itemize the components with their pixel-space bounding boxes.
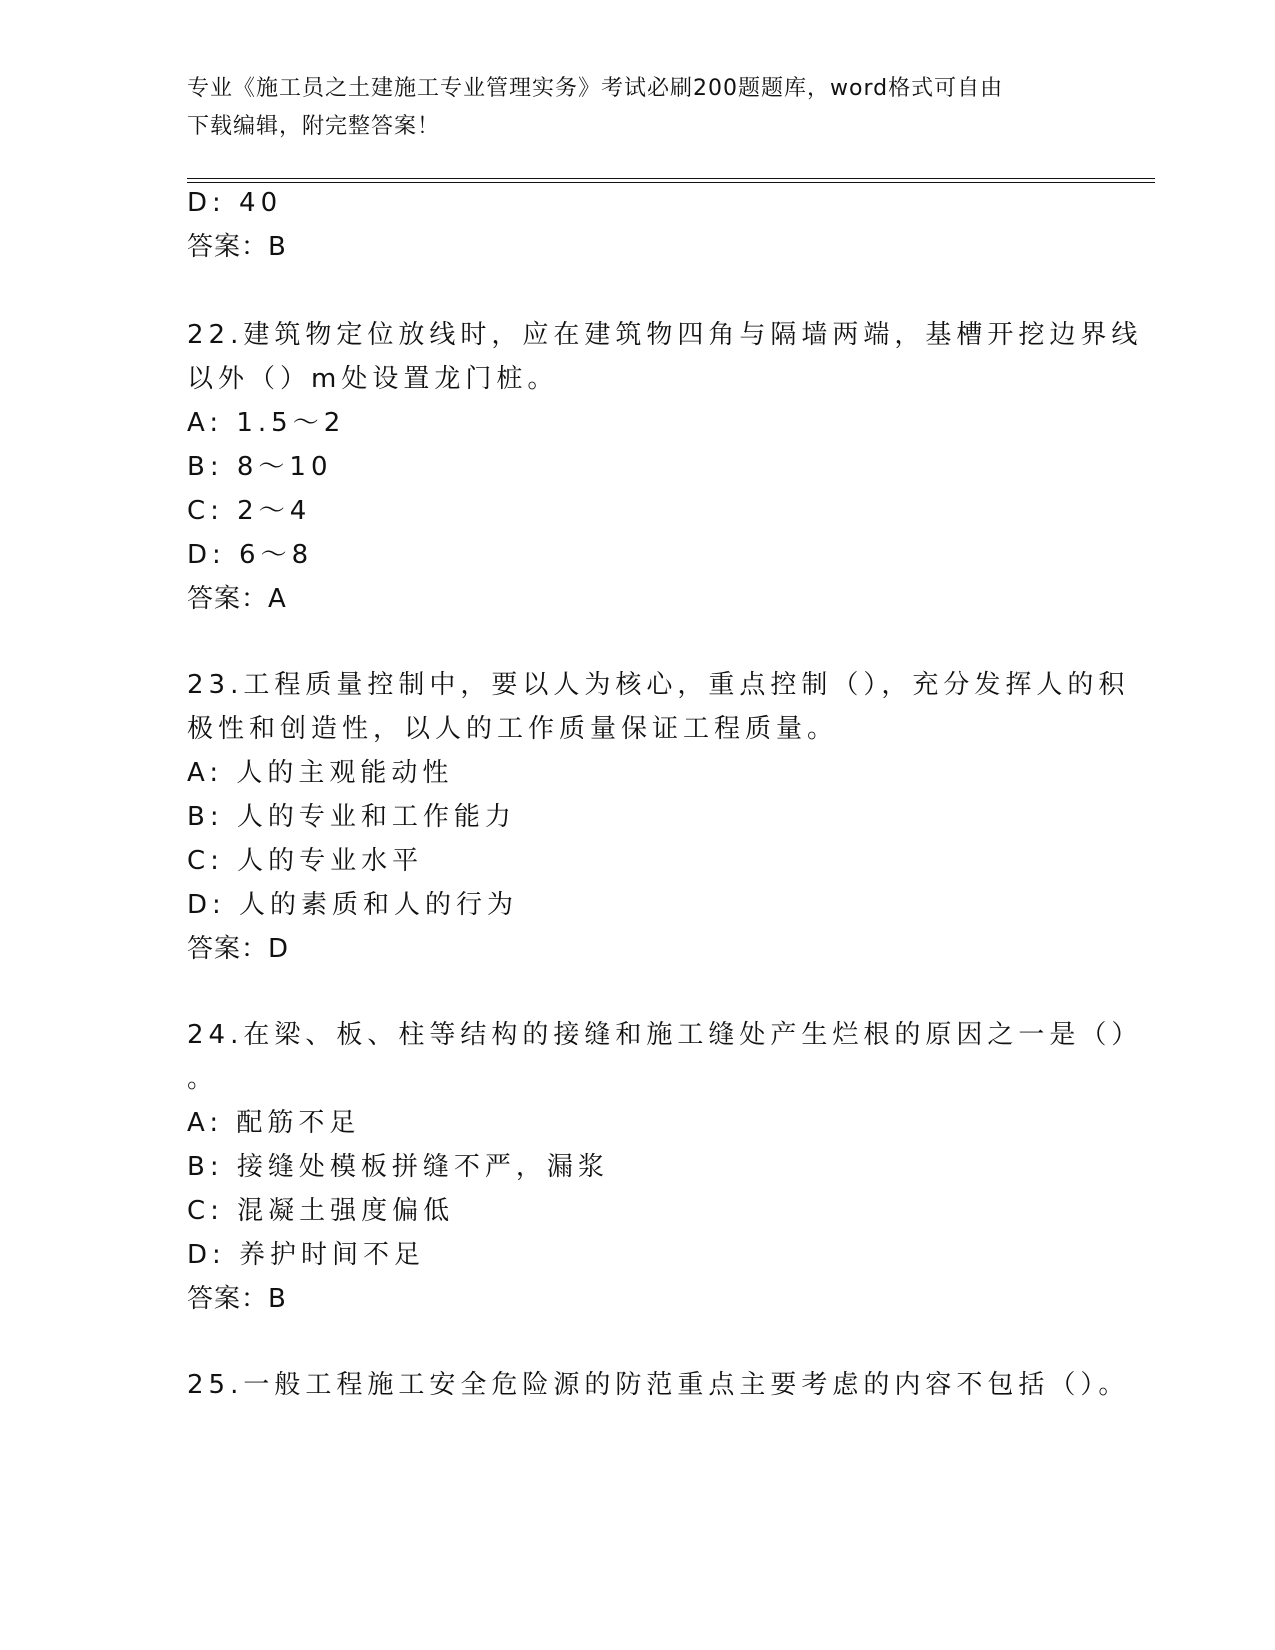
q23-answer: 答案：D <box>187 934 290 964</box>
q22-stem-line-2: 以外（）m处设置龙门桩。 <box>187 364 559 394</box>
q22-option-a: A: 1.5～2 <box>187 408 346 438</box>
header-divider-bottom <box>187 182 1155 183</box>
q23-option-d: D: 人的素质和人的行为 <box>187 890 519 920</box>
q23-option-b: B: 人的专业和工作能力 <box>187 802 516 832</box>
q25-stem-line-1: 25.一般工程施工安全危险源的防范重点主要考虑的内容不包括（）。 <box>187 1370 1130 1400</box>
q24-option-a: A: 配筋不足 <box>187 1108 361 1138</box>
q23-stem-line-1: 23.工程质量控制中，要以人为核心，重点控制（），充分发挥人的积 <box>187 670 1130 700</box>
q22-answer: 答案：A <box>187 584 287 614</box>
q24-option-d: D: 养护时间不足 <box>187 1240 426 1270</box>
header-title-line-1: 专业《施工员之土建施工专业管理实务》考试必刷200题题库，word格式可自由 <box>187 76 1004 101</box>
q23-option-c: C: 人的专业水平 <box>187 846 424 876</box>
q22-option-b: B: 8～10 <box>187 452 333 482</box>
q22-option-d: D: 6～8 <box>187 540 314 570</box>
document-header <box>187 70 1087 146</box>
header-title-line-2: 下载编辑，附完整答案！ <box>187 114 441 139</box>
q22-option-c: C: 2～4 <box>187 496 312 526</box>
prev-option-d: D: 40 <box>187 188 283 218</box>
q24-stem-line-2: 。 <box>187 1064 219 1094</box>
q23-option-a: A: 人的主观能动性 <box>187 758 454 788</box>
q24-answer: 答案：B <box>187 1284 287 1314</box>
q24-option-b: B: 接缝处模板拼缝不严，漏浆 <box>187 1152 609 1182</box>
q23-stem-line-2: 极性和创造性，以人的工作质量保证工程质量。 <box>187 714 839 744</box>
q24-option-c: C: 混凝土强度偏低 <box>187 1196 455 1226</box>
prev-answer: 答案：B <box>187 232 287 262</box>
q22-stem-line-1: 22.建筑物定位放线时，应在建筑物四角与隔墙两端，基槽开挖边界线 <box>187 320 1143 350</box>
header-divider-top <box>187 178 1155 179</box>
q24-stem-line-1: 24.在梁、板、柱等结构的接缝和施工缝处产生烂根的原因之一是（） <box>187 1020 1143 1050</box>
